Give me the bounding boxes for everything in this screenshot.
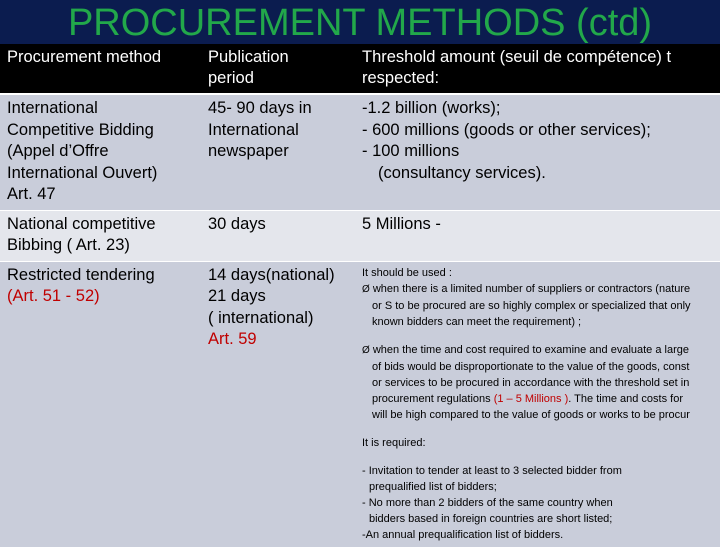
bullet-diamond-icon: Ø (362, 283, 370, 295)
table-row (0, 210, 720, 261)
table-row (0, 94, 720, 210)
cell-method: International Competitive Bidding (Appel d’Offre International Ouvert) Art. 47 (0, 94, 201, 210)
cell-method: National competitive Bibbing ( Art. 23) (0, 210, 201, 261)
cell-period: 45- 90 days in International newspaper (201, 94, 355, 210)
procurement-methods-table (0, 44, 720, 548)
cell-threshold: 5 Millions - (355, 210, 720, 261)
header-publication-period: Publication period (201, 44, 355, 94)
header-procurement-method: Procurement method (0, 44, 201, 94)
header-threshold-amount: Threshold amount (seuil de compétence) t respected: (355, 44, 720, 94)
cell-period: 30 days (201, 210, 355, 261)
cell-period: 14 days(national) 21 days ( international) Art. 59 (201, 261, 355, 547)
cell-method: Restricted tendering (Art. 51 - 52) (0, 261, 201, 547)
cell-threshold-detail: It should be used : Ø when there is a limited number of suppliers or contractors (nature or S to be procured are so highly complex or specialized that only known bidders can meet the requirement) ; Ø when the time and cost required to examine and evaluate a large of bids would be disproportionate to the value of the goods, const or services to be procured in accordance with the threshold set in procurement regulations (1 – 5 Millions ). The time and costs for will be high compared to the value of goods or works to be procur It is required: - Invitation to tender at least to 3 selected bidder from prequalified list of bidders; - No more than 2 bidders of the same country when bidders based in foreign countries are short listed; -An annual prequalification list of bidders. (355, 261, 720, 547)
bullet-diamond-icon: Ø (362, 344, 370, 356)
slide-title: PROCUREMENT METHODS (ctd) (67, 2, 653, 44)
cell-threshold: -1.2 billion (works); - 600 millions (goods or other services); - 100 millions (consultancy services). (355, 94, 720, 210)
table-header-row (0, 44, 720, 94)
table-row (0, 261, 720, 547)
